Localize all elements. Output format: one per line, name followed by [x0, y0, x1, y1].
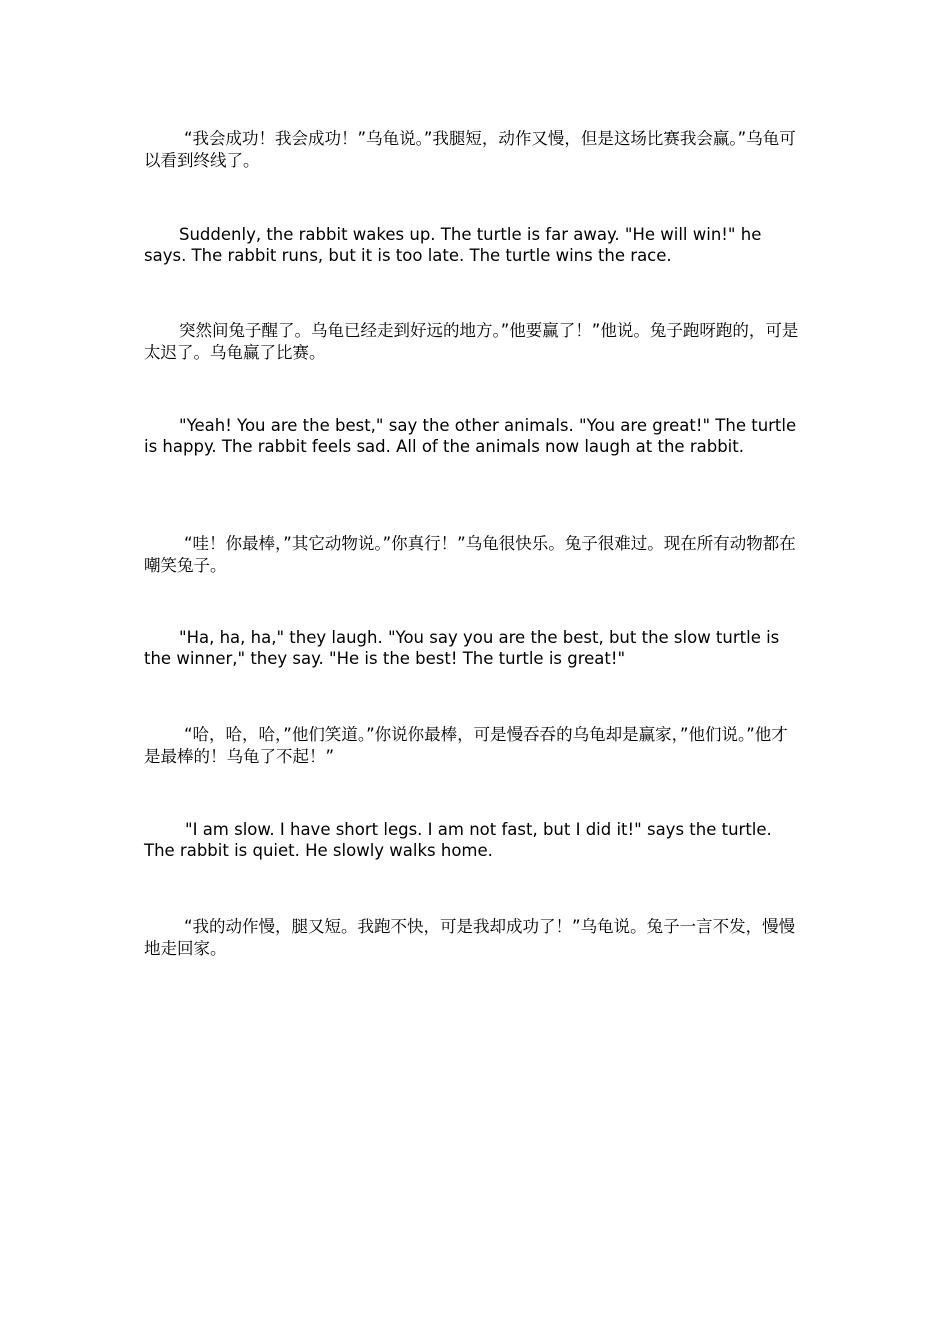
paragraph-zh-5: “哇！你最棒，”其它动物说。”你真行！”乌龟很快乐。兔子很难过。现在所有动物都在嘲笑兔子。	[144, 534, 796, 575]
paragraph-zh-7: “哈，哈，哈，”他们笑道。”你说你最棒，可是慢吞吞的乌龟却是赢家，”他们说。”他才是最棒的！乌龟了不起！”	[144, 725, 788, 766]
paragraph-en-4: "Yeah! You are the best," say the other animals. "You are great!" The turtle is happy. The rabbit feels sad. All of the animals now laugh at the rabbit.	[144, 416, 797, 456]
paragraph-en-6: "Ha, ha, ha," they laugh. "You say you are the best, but the slow turtle is the winner," they say. "He is the best! The turtle is great!"	[144, 628, 780, 668]
paragraph-en-2: Suddenly, the rabbit wakes up. The turtle is far away. "He will win!" he says. The rabbit runs, but it is too late. The turtle wins the race.	[144, 225, 762, 265]
paragraph-en-8: "I am slow. I have short legs. I am not fast, but I did it!" says the turtle. The rabbit is quiet. He slowly walks home.	[144, 820, 772, 860]
paragraph-zh-3: 突然间兔子醒了。乌龟已经走到好远的地方。”他要赢了！”他说。兔子跑呀跑的，可是太迟了。乌龟赢了比赛。	[144, 321, 799, 362]
paragraph-zh-9: “我的动作慢，腿又短。我跑不快，可是我却成功了！”乌龟说。兔子一言不发，慢慢地走回家。	[144, 917, 796, 958]
paragraph-zh-1: “我会成功！我会成功！”乌龟说。”我腿短，动作又慢，但是这场比赛我会赢。”乌龟可以看到终线了。	[144, 129, 796, 170]
